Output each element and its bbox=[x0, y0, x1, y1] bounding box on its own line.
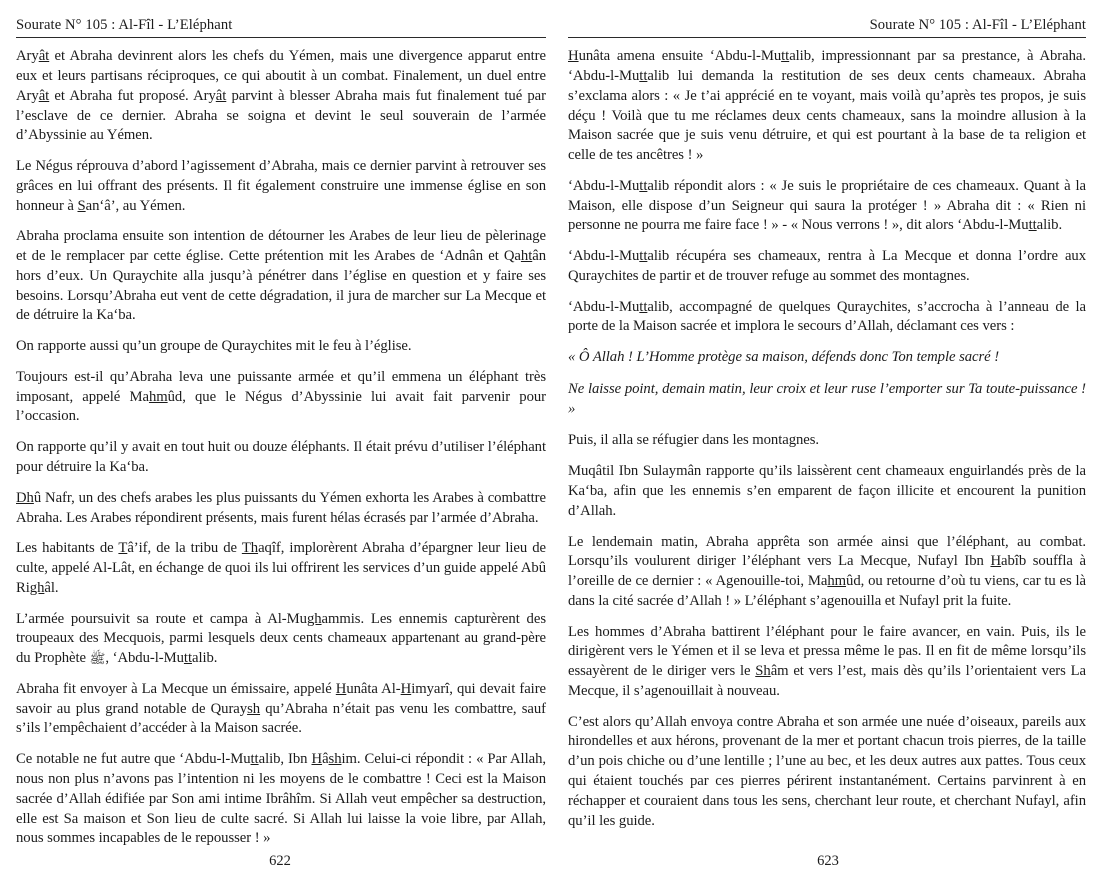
paragraph: Hunâta amena ensuite ‘Abdu-l-Muttalib, impressionnant par sa prestance, à Abraha. ‘Abdu-l-Muttalib lui demanda la restitution de ses deux cents chameaux. Abraha s’exclama alors : « Je t’ai apprécié en te voyant, mais voilà qu’après tes propos, je suis déçu ! Voilà que tu me réclames deux cents chameaux, sans la moindre allusion à la Maison sacrée que je suis venu détruire, et qui est pourtant à la base de ta religion et celle de tes ancêtres ! » bbox=[568, 48, 1086, 164]
paragraph: On rapporte aussi qu’un groupe de Quraychites mit le feu à l’église. bbox=[16, 338, 412, 355]
sallallahu-glyph: ﷺ bbox=[89, 651, 106, 667]
paragraph: Abraha fit envoyer à La Mecque un émissaire, appelé Hunâta Al-Himyarî, qui devait faire savoir au plus grand notable de Quraysh qu’Abraha n’était pas venu les combattre, sauf s’ils l’empêchaient d’accéder à la Maison sacrée. bbox=[16, 680, 546, 737]
verse-line: Ne laisse point, demain matin, leur croix et leur ruse l’emporter sur Ta toute-puissance ! » bbox=[568, 380, 1086, 417]
paragraph: ‘Abdu-l-Muttalib répondit alors : « Je suis le propriétaire de ces chameaux. Quant à la Maison, elle dispose d’un Seigneur qui saura la protéger ! » Abraha dit : « Rien ni personne ne pourra me faire face ! » - « Nous verrons ! », dit alors ‘Abdu-l-Muttalib. bbox=[568, 177, 1086, 234]
paragraph: On rapporte qu’il y avait en tout huit ou douze éléphants. Il était prévu d’utiliser l’éléphant pour détruire la Ka‘ba. bbox=[16, 439, 546, 476]
paragraph: Les habitants de Tâ’if, de la tribu de Thaqîf, implorèrent Abraha d’épargner leur lieu de culte, appelé Al-Lât, en échange de quoi ils lui offrirent les services d’un guide appelé Abû Righâl. bbox=[16, 540, 546, 596]
header-rule-right bbox=[568, 37, 1086, 38]
paragraph: Puis, il alla se réfugier dans les montagnes. bbox=[568, 432, 820, 449]
verse-line: « Ô Allah ! L’Homme protège sa maison, défends donc Ton temple sacré ! bbox=[568, 349, 1000, 366]
paragraph: L’armée poursuivit sa route et campa à Al-Mughammis. Les ennemis capturèrent des troupeaux des Mecquois, parmi lesquels deux cents chameaux appartenant au grand-père du Prophète ﷺ, ‘Abdu-l-Muttalib. bbox=[16, 610, 546, 667]
paragraph: ‘Abdu-l-Muttalib récupéra ses chameaux, rentra à La Mecque et donna l’ordre aux Quraychites de partir et de trouver refuge au sommet des montagnes. bbox=[568, 248, 1086, 284]
running-header-right: Sourate N° 105 : Al-Fîl - L’Eléphant bbox=[869, 17, 1086, 33]
paragraph: ‘Abdu-l-Muttalib, accompagné de quelques Quraychites, s’accrocha à l’anneau de la porte de la Maison sacrée et implora le secours d’Allah, déclamant ces vers : bbox=[568, 298, 1086, 335]
paragraph: Ce notable ne fut autre que ‘Abdu-l-Muttalib, Ibn Hâshim. Celui-ci répondit : « Par Allah, nous non plus n’avons pas l’intention ni les moyens de le combattre ! Ceci est la Maison sacrée d’Allah édifiée par Son ami intime Ibrâhîm. Si Allah veut empêcher sa destruction, elle est Sa maison et Son lieu de culte sacré. Si Allah lui laisse la voie libre, par Allah, nous sommes incapables de le repousser ! » bbox=[16, 751, 546, 847]
page-right bbox=[560, 0, 1096, 886]
running-header-left: Sourate N° 105 : Al-Fîl - L’Eléphant bbox=[16, 17, 233, 33]
body-text-right bbox=[568, 47, 1086, 831]
body-text-left bbox=[16, 47, 546, 849]
paragraph: Aryât et Abraha devinrent alors les chefs du Yémen, mais une divergence apparut entre eux et leurs partisans réciproques, ce qui aboutit à un combat. Finalement, un duel entre Aryât et Abraha fut proposé. Aryât parvint à blesser Abraha mais fut finalement tué par l’esclave de ce dernier. Abraha se soigna et devint le seul souverain de l’armée d’Abyssinie au Yémen. bbox=[16, 48, 546, 144]
paragraph: Le Négus réprouva d’abord l’agissement d’Abraha, mais ce dernier parvint à retrouver ses grâces en lui offrant des présents. Il fit également construire une immense église en son honneur à San‘â’, au Yémen. bbox=[16, 158, 546, 214]
paragraph: Dhû Nafr, un des chefs arabes les plus puissants du Yémen exhorta les Arabes à combattre Abraha. Les Arabes répondirent présents, mais furent hélas écrasés par l’armée d’Abraha. bbox=[16, 489, 546, 526]
paragraph: Muqâtil Ibn Sulaymân rapporte qu’ils laissèrent cent chameaux enguirlandés près de la Ka‘ba, afin que les ennemis s’en emparent de façon illicite et encourent la punition d’Allah. bbox=[568, 463, 1086, 519]
paragraph: C’est alors qu’Allah envoya contre Abraha et son armée une nuée d’oiseaux, pareils aux hirondelles et aux hérons, provenant de la mer et portant chacun trois pierres, de la taille d’un pois chiche ou d’une lentille ; l’une au bec, et les deux autres aux pattes. Tous ceux qui étaient touchés par ces pierres périrent instantanément. Certains parvinrent à en réchapper et couraient dans tous les sens, cherchant leur route, et cherchant Nufayl, afin qu’il les guide. bbox=[568, 713, 1086, 829]
page-number-right: 623 bbox=[817, 853, 839, 869]
paragraph: Les hommes d’Abraha battirent l’éléphant pour le faire avancer, en vain. Puis, ils le dirigèrent vers le Yémen et il se leva et pressa même le pas. Il en fit de même lorsqu’ils essayèrent de le diriger vers le Shâm et vers l’est, mais dès qu’ils l’orientaient vers La Mecque, il s’agenouillait à nouveau. bbox=[568, 623, 1087, 699]
paragraph: Le lendemain matin, Abraha apprêta son armée ainsi que l’éléphant, au combat. Lorsqu’ils voulurent diriger l’éléphant vers La Mecque, Nufayl Ibn Habîb souffla à l’oreille de ce dernier : « Agenouille-toi, Mahmûd, ou retourne d’où tu viens, car tu es là dans la cité sacrée d’Allah ! » L’éléphant s’agenouilla et Nufayl prit la fuite. bbox=[568, 533, 1086, 609]
header-rule-left bbox=[16, 37, 546, 38]
page-number-left: 622 bbox=[269, 853, 291, 869]
paragraph: Toujours est-il qu’Abraha leva une puissante armée et qu’il emmena un éléphant très imposant, appelé Mahmûd, que le Négus d’Abyssinie lui avait fait parvenir pour l’occasion. bbox=[16, 368, 547, 425]
paragraph: Abraha proclama ensuite son intention de détourner les Arabes de leur lieu de pèlerinage et de le remplacer par cette église. Cette prétention mit les Arabes de ‘Adnân et Qahtân hors d’eux. Un Quraychite alla jusqu’à pénétrer dans l’église en question et y faire ses besoins. Lorsqu’Abraha eut vent de cette dégradation, il jura de marcher sur La Mecque et de détruire la Ka‘ba. bbox=[16, 228, 546, 324]
